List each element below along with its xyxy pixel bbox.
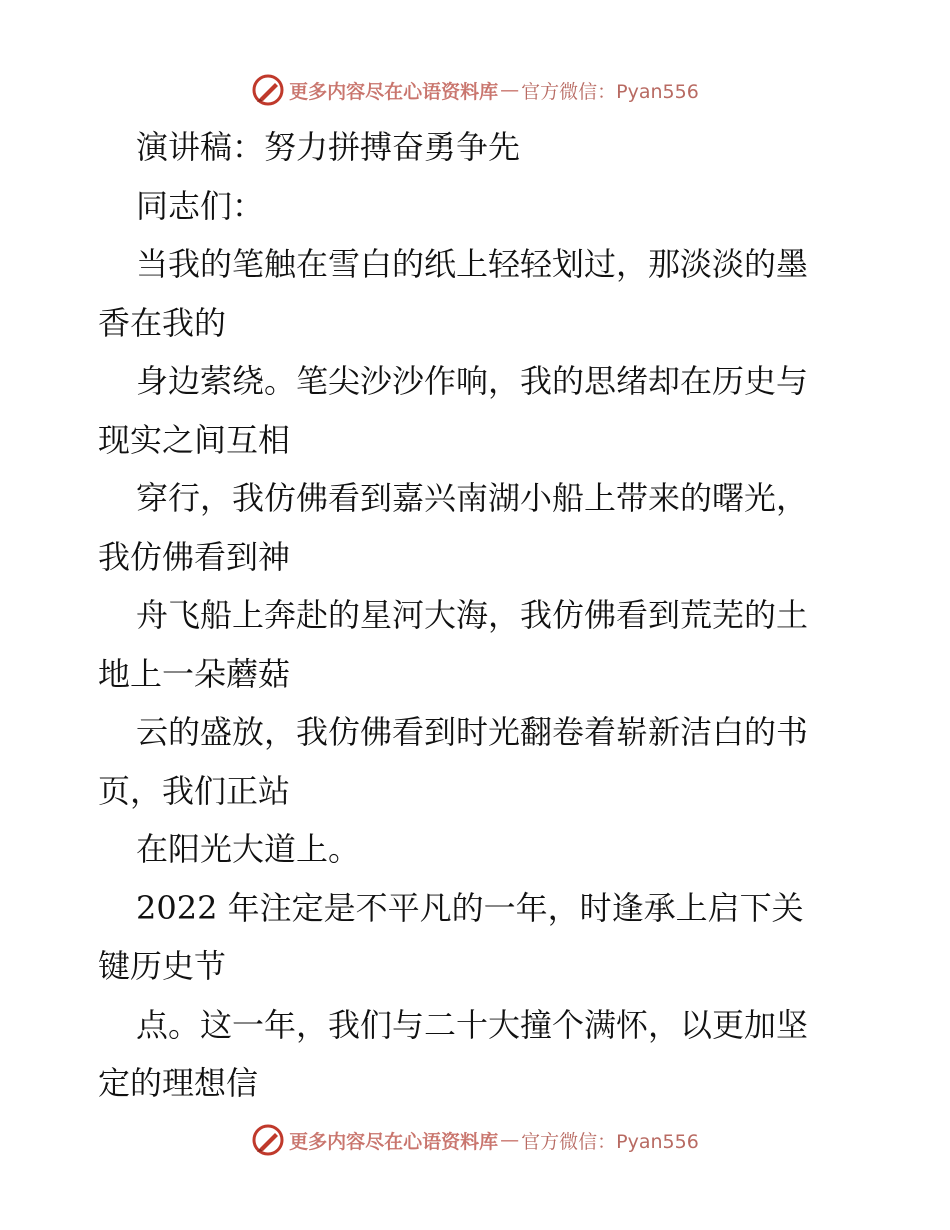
paragraph-line: 我仿佛看到神 (98, 537, 291, 576)
pen-logo-icon (251, 1123, 285, 1157)
document-body (98, 118, 858, 1113)
document-title: 演讲稿：努力拼搏奋勇争先 (136, 128, 521, 166)
paragraph-line: 现实之间互相 (98, 420, 291, 459)
paragraph-line: 2022 年注定是不平凡的一年，时逢承上启下关 (136, 888, 804, 927)
salutation: 同志们： (136, 186, 265, 225)
banner-separator: — (500, 1129, 520, 1151)
footer-banner (0, 1120, 950, 1160)
paragraph-line: 点。这一年，我们与二十大撞个满怀，以更加坚 (136, 1005, 809, 1044)
paragraph-line: 当我的笔触在雪白的纸上轻轻划过，那淡淡的墨 (136, 245, 809, 283)
paragraph-line: 身边萦绕。笔尖沙沙作响，我的思绪却在历史与 (136, 362, 809, 400)
paragraph-line: 键历史节 (98, 947, 227, 985)
banner-wechat-text: 官方微信：Pyan556 (521, 80, 699, 103)
paragraph-line: 地上一朵蘑菇 (98, 654, 291, 693)
paragraph-line: 香在我的 (98, 303, 227, 342)
paragraph-line: 舟飞船上奔赴的星河大海，我仿佛看到荒芜的土 (136, 596, 809, 634)
paragraph-line: 定的理想信 (98, 1064, 259, 1102)
paragraph-line: 穿行，我仿佛看到嘉兴南湖小船上带来的曙光， (136, 479, 809, 517)
header-banner (0, 70, 950, 110)
banner-site-text: 更多内容尽在心语资料库 (289, 80, 499, 103)
paragraph-line: 云的盛放，我仿佛看到时光翻卷着崭新洁白的书 (136, 713, 809, 751)
paragraph-line: 在阳光大道上。 (136, 830, 361, 868)
paragraph-line: 页，我们正站 (98, 771, 291, 810)
banner-wechat-text: 官方微信：Pyan556 (521, 1130, 699, 1153)
banner-separator: — (500, 79, 520, 101)
pen-logo-icon (251, 73, 285, 107)
banner-site-text: 更多内容尽在心语资料库 (289, 1130, 499, 1153)
